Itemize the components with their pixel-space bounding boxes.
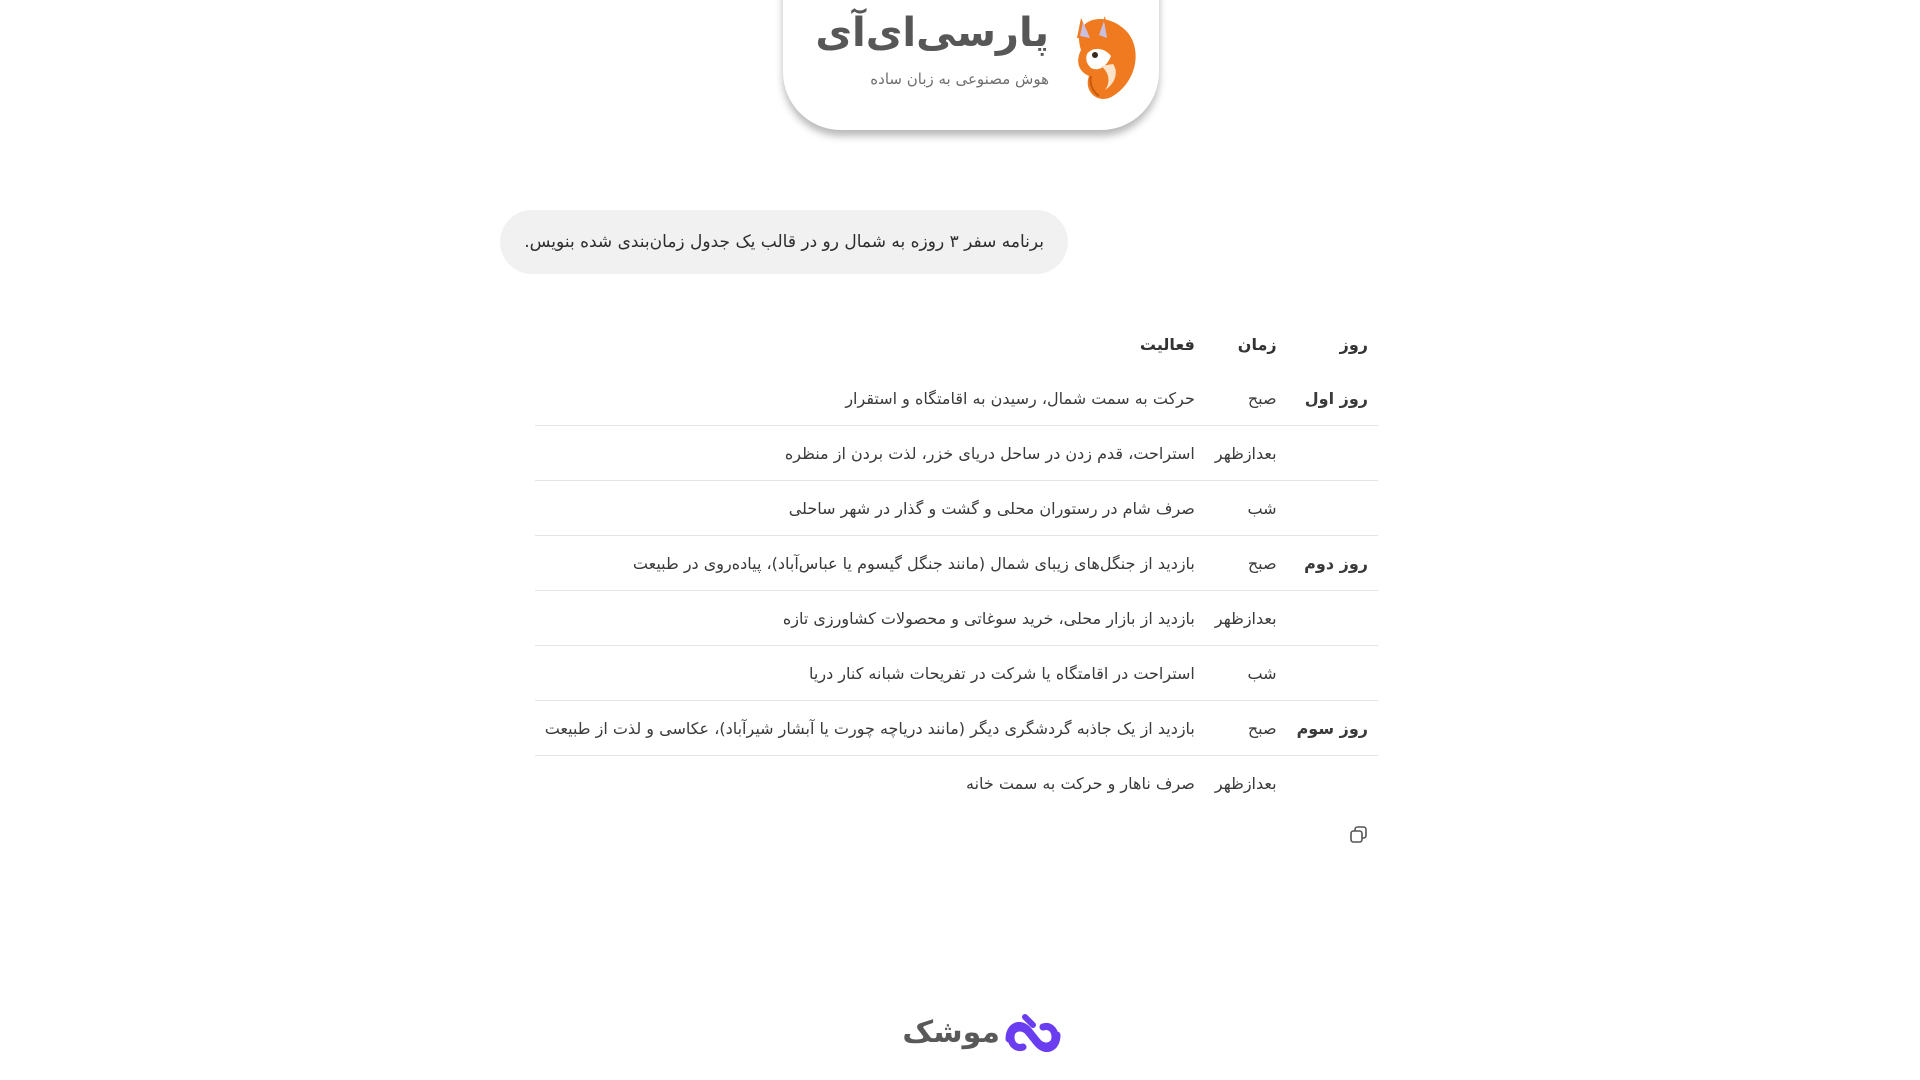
brand-name: پارسی‌ای‌آی <box>815 10 1049 56</box>
time-cell: بعدازظهر <box>1214 608 1277 628</box>
time-cell: صبح <box>1247 553 1277 573</box>
day-cell: روز دوم <box>1304 553 1368 573</box>
moshak-logo-icon <box>1003 1013 1063 1061</box>
table-header-row <box>535 317 1378 371</box>
copy-button[interactable] <box>1348 824 1370 846</box>
activity-cell: بازدید از بازار محلی، خرید سوغاتی و محصولات کشاورزی تازه <box>782 608 1195 628</box>
table-row <box>535 536 1378 591</box>
time-cell: شب <box>1247 498 1277 518</box>
activity-cell: استراحت، قدم زدن در ساحل دریای خزر، لذت بردن از منظره <box>784 443 1195 463</box>
copy-icon <box>1348 824 1370 846</box>
time-cell: صبح <box>1247 388 1277 408</box>
brand-logo-card[interactable] <box>783 0 1159 130</box>
header-time: زمان <box>1237 334 1277 354</box>
user-prompt-bubble: برنامه سفر ۳ روزه به شمال رو در قالب یک جدول زمان‌بندی شده بنویس. <box>500 210 1068 274</box>
day-cell <box>1287 591 1378 646</box>
brand-tagline: هوش مصنوعی به زبان ساده <box>870 70 1049 88</box>
table-row <box>535 756 1378 811</box>
fox-logo-icon <box>1061 10 1141 102</box>
time-cell: صبح <box>1247 718 1277 738</box>
activity-cell: استراحت در اقامتگاه یا شرکت در تفریحات شبانه کنار دریا <box>809 663 1195 683</box>
table-row <box>535 426 1378 481</box>
day-cell <box>1287 481 1378 536</box>
schedule-table <box>535 317 1378 810</box>
table-row <box>535 701 1378 756</box>
activity-cell: صرف ناهار و حرکت به سمت خانه <box>966 773 1195 793</box>
table-row <box>535 646 1378 701</box>
footer-watermark <box>878 1013 1064 1061</box>
activity-cell: بازدید از یک جاذبه گردشگری دیگر (مانند دریاچه چورت یا آبشار شیرآباد)، عکاسی و لذت از طبیعت <box>544 718 1195 738</box>
activity-cell: بازدید از جنگل‌های زیبای شمال (مانند جنگل گیسوم یا عباس‌آباد)، پیاده‌روی در طبیعت <box>632 553 1195 573</box>
activity-cell: حرکت به سمت شمال، رسیدن به اقامتگاه و استقرار <box>845 388 1195 408</box>
table-row <box>535 371 1378 426</box>
day-cell: روز اول <box>1304 388 1368 408</box>
day-cell <box>1287 756 1378 811</box>
day-cell: روز سوم <box>1296 718 1368 738</box>
header-activity: فعالیت <box>1139 334 1195 354</box>
time-cell: بعدازظهر <box>1214 773 1277 793</box>
table-row <box>535 481 1378 536</box>
table-row <box>535 591 1378 646</box>
activity-cell: صرف شام در رستوران محلی و گشت و گذار در شهر ساحلی <box>788 498 1195 518</box>
time-cell: بعدازظهر <box>1214 443 1277 463</box>
day-cell <box>1287 646 1378 701</box>
header-day: روز <box>1339 334 1368 354</box>
footer-wordmark: موشک <box>902 1015 1000 1050</box>
day-cell <box>1287 426 1378 481</box>
time-cell: شب <box>1247 663 1277 683</box>
